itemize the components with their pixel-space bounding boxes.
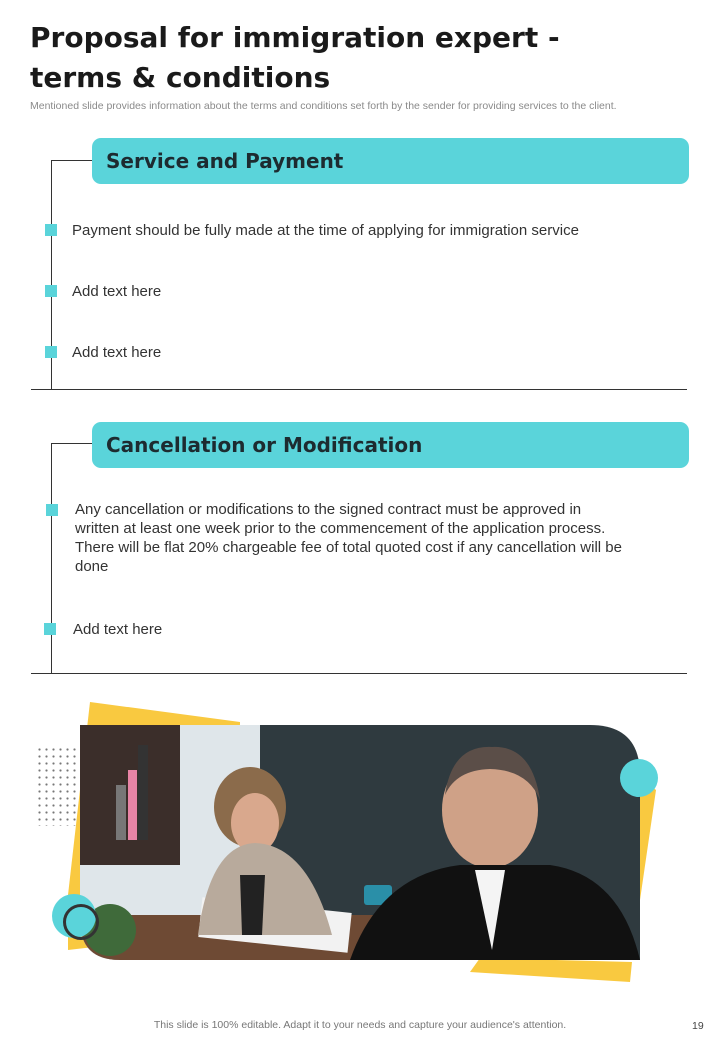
page-subtitle: Mentioned slide provides information about the terms and conditions set forth by the sender for providing services to the client. (30, 100, 617, 112)
section-heading: Service and Payment (106, 149, 344, 173)
list-item: Payment should be fully made at the time of applying for immigration service (72, 222, 579, 239)
list-item: Any cancellation or modifications to the signed contract must be approved in written at least one week prior to the commencement of the application process. There will be flat 20% chargeable fee of total quoted cost if any cancellation will be done (75, 501, 622, 575)
section-divider (31, 389, 687, 390)
connector-line (51, 443, 93, 444)
timeline-line (51, 443, 52, 673)
page-title: Proposal for immigration expert - terms & conditions (30, 21, 560, 94)
bullet-square-icon (45, 224, 57, 236)
page-number: 19 (692, 1020, 704, 1032)
connector-line (51, 160, 93, 161)
ring-decoration (63, 904, 99, 940)
teal-circle-decoration (620, 759, 658, 797)
section-divider (31, 673, 687, 674)
list-item: Add text here (72, 344, 162, 361)
footer-note: This slide is 100% editable. Adapt it to your needs and capture your audience's attention. (153, 1019, 567, 1031)
meeting-photo (80, 725, 640, 960)
bullet-square-icon (45, 346, 57, 358)
list-item: Add text here (72, 283, 162, 300)
bullet-square-icon (44, 623, 56, 635)
bullet-square-icon (46, 504, 58, 516)
bullet-square-icon (45, 285, 57, 297)
section-heading: Cancellation or Modification (106, 433, 423, 457)
section-heading-bar (92, 138, 689, 184)
list-item: Add text here (73, 621, 163, 638)
section-heading-bar (92, 422, 689, 468)
